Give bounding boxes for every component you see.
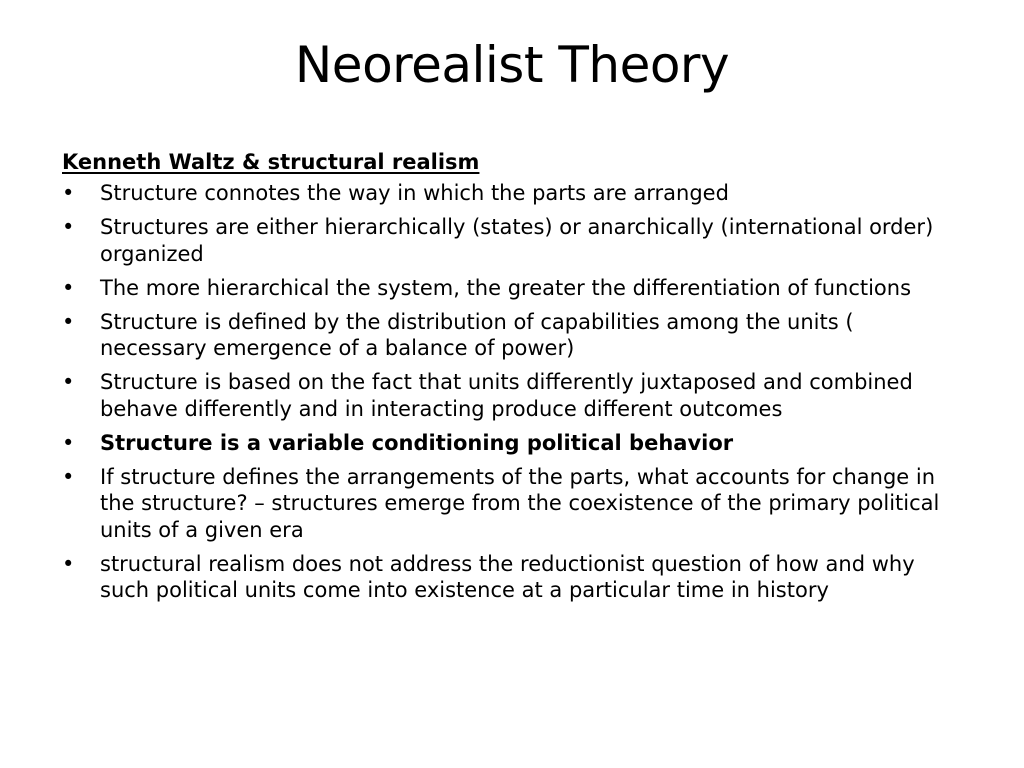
bullet-item	[62, 464, 962, 544]
slide-title: Neorealist Theory	[294, 36, 730, 94]
bullet-item	[62, 275, 962, 302]
bullet-text: The more hierarchical the system, the greater the differentiation of functions	[100, 275, 912, 300]
bullet-item	[62, 309, 962, 362]
bullet-list	[62, 180, 962, 611]
bullet-icon: •	[62, 551, 75, 576]
bullet-text: If structure defines the arrangements of the parts, what accounts for change in the structure? – structures emerge from the coexistence of the primary political units of a given era	[100, 464, 940, 542]
bullet-icon: •	[62, 275, 75, 300]
bullet-icon: •	[62, 181, 75, 205]
bullet-item	[62, 369, 962, 422]
bullet-text: Structure connotes the way in which the parts are arranged	[100, 181, 729, 205]
bullet-icon: •	[62, 464, 75, 489]
bullet-icon: •	[62, 370, 75, 394]
bullet-text: Structure is a variable conditioning political behavior	[100, 430, 734, 455]
bullet-text: Structure is defined by the distribution of capabilities among the units ( necessary emergence of a balance of power)	[100, 309, 854, 360]
bullet-item	[62, 551, 962, 604]
bullet-text: structural realism does not address the reductionist question of how and why such political units come into existence at a particular time in history	[100, 551, 915, 602]
subheading: Kenneth Waltz & structural realism	[62, 150, 480, 174]
bullet-icon: •	[62, 430, 75, 455]
bullet-icon: •	[62, 215, 75, 239]
bullet-item	[62, 214, 962, 267]
bullet-item	[62, 430, 962, 457]
bullet-item	[62, 180, 962, 207]
bullet-text: Structures are either hierarchically (states) or anarchically (international order) organized	[100, 215, 934, 266]
bullet-text: Structure is based on the fact that units differently juxtaposed and combined behave differently and in interacting produce different outcomes	[100, 370, 913, 421]
bullet-icon: •	[62, 309, 75, 334]
